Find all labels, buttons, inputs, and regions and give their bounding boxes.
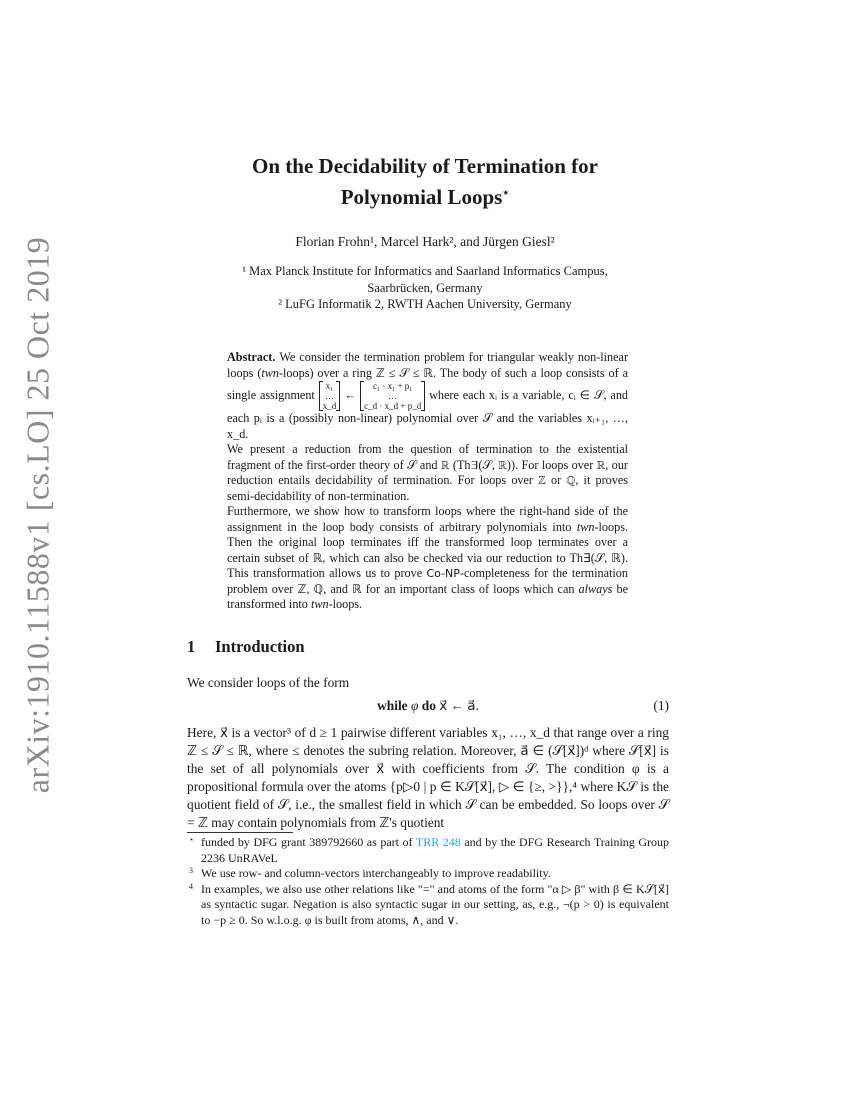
footnotes [187, 835, 669, 928]
author-list: Florian Frohn¹, Marcel Hark², and Jürgen Giesl² [295, 234, 555, 249]
paper-title [0, 153, 850, 211]
intro-lead: We consider loops of the form [187, 675, 350, 690]
abstract-p1: Abstract. We consider the termination problem for triangular weakly non-linear loops (twn-loops) over a ring ℤ ≤ 𝒮 ≤ ℝ. The body of such a loop consists of a single assignment x₁ … x_d ← c₁ · x₁ + p₁ … c_d · x_d + p_d where each xᵢ is a variable, cᵢ ∈ 𝒮, and each pᵢ is a (possibly non-linear) polynomial over 𝒮 and the variables xᵢ₊₁, …, x_d. [227, 350, 629, 441]
matrix-left: x₁ … x_d [319, 381, 341, 411]
affiliations [0, 263, 850, 313]
abstract-p3: Furthermore, we show how to transform loops where the right-hand side of the assignment in the loop body consists of arbitrary polynomials into twn-loops. Then the original loop terminates iff the transformed loop terminates over a certain subset of ℝ, which can also be checked via our reduction to Th∃(𝒮, ℝ). This transformation allows us to prove Co-NP-completeness for the termination problem over ℤ, ℚ, and ℝ for an important class of loops which can always be transformed into twn-loops. [227, 504, 628, 611]
arxiv-id: arXiv:1910.11588v1 [cs.LO] 25 Oct 2019 [19, 236, 56, 794]
abstract [227, 350, 628, 613]
affiliation-1-city: Saarbrücken, Germany [367, 280, 483, 295]
affiliation-1: ¹ Max Planck Institute for Informatics and Saarland Informatics Campus, [242, 264, 608, 278]
section-heading [187, 637, 305, 657]
affiliation-2: ² LuFG Informatik 2, RWTH Aachen University, Germany [278, 297, 572, 311]
equation-1: while φ do x⃗ ← a⃗. (1) [377, 698, 669, 713]
trr-link[interactable]: TRR 248 [415, 835, 461, 849]
abstract-label: Abstract. [227, 350, 276, 364]
title-line-1: On the Decidability of Termination for [252, 154, 598, 178]
footnote-3: 3 We use row- and column-vectors interchangeably to improve readability. [189, 866, 551, 880]
abstract-p2: We present a reduction from the question of termination to the existential fragment of the first-order theory of 𝒮 and ℝ (Th∃(𝒮, ℝ)). For loops over ℝ, our reduction entails decidability of termination. For loops over ℤ or ℚ, it proves semi-decidability of non-termination. [227, 442, 628, 503]
footnote-star: ⋆ funded by DFG grant 389792660 as part of TRR 248 and by the DFG Research Training Group 2236 UnRAVeL [189, 835, 670, 865]
section-number: 1 [187, 637, 196, 656]
footnote-rule [187, 832, 293, 833]
footnote-4: 4 In examples, we also use other relations like "=" and atoms of the form "α ▷ β" with β ∈ K𝒮[x⃗] as syntactic sugar. Negation is also syntactic sugar in our setting, as, e.g., ¬(p > 0) is equivalent to −p ≥ 0. So w.l.o.g. φ is built from atoms, ∧, and ∨. [189, 881, 669, 927]
matrix-right: c₁ · x₁ + p₁ … c_d · x_d + p_d [360, 381, 425, 411]
intro-paragraph: Here, x⃗ is a vector³ of d ≥ 1 pairwise different variables x₁, …, x_d that range over a ring ℤ ≤ 𝒮 ≤ ℝ, where ≤ denotes the subring relation. Moreover, a⃗ ∈ (𝒮[x⃗])ᵈ where 𝒮[x⃗] is the set of all polynomials over x⃗ with coefficients from 𝒮. The condition φ is a propositional formula over the atoms {p▷0 | p ∈ K𝒮[x⃗], ▷ ∈ {≥, >}},⁴ where K𝒮 is the quotient field of 𝒮, i.e., the smallest field in which 𝒮 can be embedded. So loops over 𝒮 = ℤ may contain polynomials from ℤ's quotient [187, 725, 669, 830]
section-title: Introduction [215, 637, 305, 656]
title-line-2: Polynomial Loops⋆ [340, 185, 510, 209]
equation-label: (1) [653, 698, 669, 713]
